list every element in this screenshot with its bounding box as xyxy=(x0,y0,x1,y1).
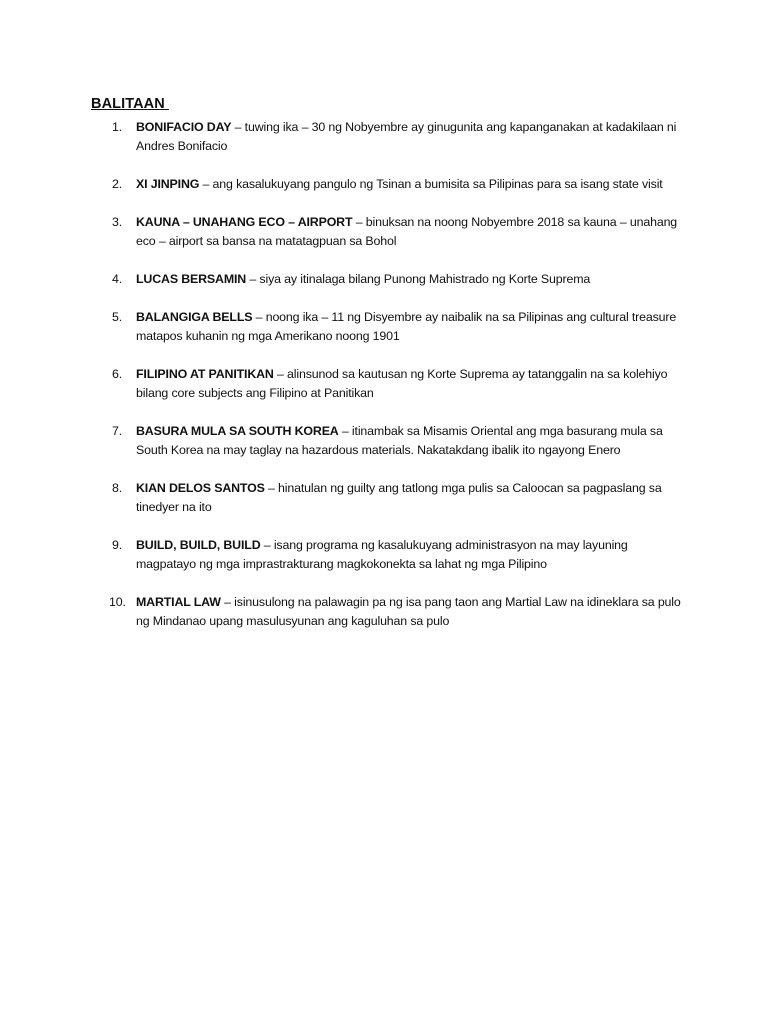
list-item xyxy=(0,593,688,631)
item-number: 4. xyxy=(112,272,123,286)
item-number: 10. xyxy=(109,595,126,609)
item-number: 7. xyxy=(112,424,123,438)
item-description: – itinambak sa Misamis Oriental ang mga basurang mula sa South Korea na may taglay na hazardous materials. Nakatakdang ibalik ito ngayong Enero xyxy=(136,424,663,457)
item-description: – hinatulan ng guilty ang tatlong mga pulis sa Caloocan sa pagpaslang sa tinedyer na ito xyxy=(136,481,662,514)
item-term: FILIPINO AT PANITIKAN xyxy=(136,367,274,381)
item-number: 9. xyxy=(112,538,123,552)
list-item xyxy=(0,422,688,460)
list-item xyxy=(0,308,688,346)
item-number: 5. xyxy=(112,310,123,324)
item-number: 6. xyxy=(112,367,123,381)
item-description: – isinusulong na palawagin pa ng isa pang taon ang Martial Law na idineklara sa pulo ng Mindanao upang masulusyunan ang kaguluhan sa pulo xyxy=(136,595,681,628)
item-description: – ang kasalukuyang pangulo ng Tsinan a bumisita sa Pilipinas para sa isang state visit xyxy=(199,177,663,191)
item-number: 2. xyxy=(112,177,123,191)
item-term: KIAN DELOS SANTOS xyxy=(136,481,265,495)
list-item xyxy=(0,536,688,574)
list-item xyxy=(0,270,688,289)
list-item xyxy=(0,479,688,517)
item-term: KAUNA – UNAHANG ECO – AIRPORT xyxy=(136,215,353,229)
item-term: MARTIAL LAW xyxy=(136,595,221,609)
item-term: BALANGIGA BELLS xyxy=(136,310,253,324)
item-number: 3. xyxy=(112,215,123,229)
item-term: XI JINPING xyxy=(136,177,200,191)
item-term: BONIFACIO DAY xyxy=(136,120,232,134)
item-term: BASURA MULA SA SOUTH KOREA xyxy=(136,424,339,438)
list-item xyxy=(0,213,688,251)
list-item xyxy=(0,175,688,194)
item-description: – tuwing ika – 30 ng Nobyembre ay ginugunita ang kapanganakan at kadakilaan ni Andres Bonifacio xyxy=(136,120,677,153)
item-description: – siya ay itinalaga bilang Punong Mahistrado ng Korte Suprema xyxy=(246,272,591,286)
item-number: 1. xyxy=(112,120,123,134)
news-list xyxy=(0,118,768,650)
item-number: 8. xyxy=(112,481,123,495)
item-term: LUCAS BERSAMIN xyxy=(136,272,247,286)
item-term: BUILD, BUILD, BUILD xyxy=(136,538,261,552)
item-description: – isang programa ng kasalukuyang administrasyon na may layuning magpatayo ng mga imprastrakturang magkokonekta sa lahat ng mga Pilipino xyxy=(136,538,628,571)
list-item xyxy=(0,118,688,156)
item-description: – noong ika – 11 ng Disyembre ay naibalik na sa Pilipinas ang cultural treasure matapos kuhanin ng mga Amerikano noong 1901 xyxy=(136,310,677,343)
list-item xyxy=(0,365,688,403)
item-description: – alinsunod sa kautusan ng Korte Suprema ay tatanggalin na sa kolehiyo bilang core subjects ang Filipino at Panitikan xyxy=(136,367,668,400)
item-description: – binuksan na noong Nobyembre 2018 sa kauna – unahang eco – airport sa bansa na matatagpuan sa Bohol xyxy=(136,215,678,248)
document-title: BALITAAN xyxy=(91,96,169,112)
